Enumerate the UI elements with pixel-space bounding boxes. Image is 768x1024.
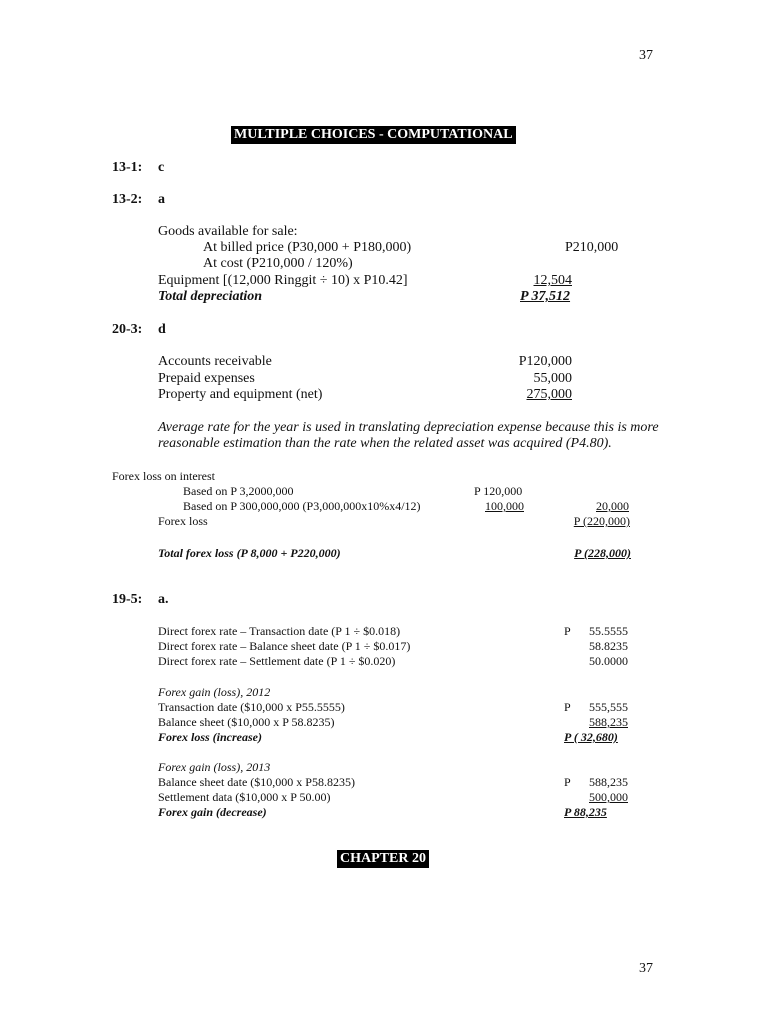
prepaid-expenses-label: Prepaid expenses — [158, 371, 255, 386]
forex-2013-heading: Forex gain (loss), 2013 — [158, 760, 271, 774]
total-depreciation-label: Total depreciation — [158, 289, 263, 304]
question-13-2-answer: a — [158, 192, 165, 207]
question-20-3-label: 20-3: — [112, 322, 143, 337]
forex-2012-line2-label: Balance sheet ($10,000 x P 58.8235) — [158, 715, 335, 729]
forex-2012-heading: Forex gain (loss), 2012 — [158, 685, 271, 699]
rate-transaction-prefix: P — [564, 624, 571, 638]
forex-2012-line1-value: 555,555 — [589, 700, 628, 714]
based2-diff: 20,000 — [596, 499, 629, 513]
forex-2013-line1-label: Balance sheet date ($10,000 x P58.8235) — [158, 775, 355, 789]
based2-label: Based on P 300,000,000 (P3,000,000x10%x4/12) — [183, 499, 421, 513]
page-number-bottom: 37 — [639, 961, 653, 976]
forex-loss-value: P (220,000) — [573, 514, 630, 528]
total-forex-loss-label: Total forex loss (P 8,000 + P220,000) — [158, 546, 341, 560]
total-forex-loss-value: P (228,000) — [574, 546, 631, 560]
property-equipment-value: 275,000 — [526, 387, 572, 402]
forex-2012-line1-label: Transaction date ($10,000 x P55.5555) — [158, 700, 345, 714]
accounts-receivable-value: P120,000 — [518, 354, 572, 369]
section-heading: MULTIPLE CHOICES - COMPUTATIONAL — [231, 126, 516, 144]
question-19-5-label: 19-5: — [112, 592, 143, 607]
equipment-label: Equipment [(12,000 Ringgit ÷ 10) x P10.42] — [158, 273, 408, 288]
rate-transaction-label: Direct forex rate – Transaction date (P 1 ÷ $0.018) — [158, 624, 401, 638]
rate-balance-sheet-label: Direct forex rate – Balance sheet date (P 1 ÷ $0.017) — [158, 639, 411, 653]
note-line-1: Average rate for the year is used in translating depreciation expense because this is more — [158, 420, 659, 435]
question-13-1-answer: c — [158, 160, 165, 175]
rate-transaction-value: 55.5555 — [589, 624, 628, 638]
forex-2012-line2-value: 588,235 — [589, 715, 628, 729]
property-equipment-label: Property and equipment (net) — [158, 387, 323, 402]
forex-2013-line1-value: 588,235 — [589, 775, 628, 789]
forex-2013-line2-value: 500,000 — [589, 790, 628, 804]
based2-value: 100,000 — [485, 499, 524, 513]
billed-price-value: P210,000 — [565, 240, 619, 255]
question-19-5-answer: a. — [158, 592, 169, 607]
page-number-top: 37 — [639, 48, 653, 63]
forex-2012-line1-prefix: P — [564, 700, 571, 714]
question-13-2-label: 13-2: — [112, 192, 143, 207]
forex-2013-line1-prefix: P — [564, 775, 571, 789]
forex-interest-heading: Forex loss on interest — [112, 469, 215, 483]
forex-2012-total-label: Forex loss (increase) — [158, 730, 262, 744]
rate-settlement-label: Direct forex rate – Settlement date (P 1 ÷ $0.020) — [158, 654, 396, 668]
forex-2013-line2-label: Settlement data ($10,000 x P 50.00) — [158, 790, 331, 804]
prepaid-expenses-value: 55,000 — [533, 371, 572, 386]
forex-2013-total-label: Forex gain (decrease) — [158, 805, 267, 819]
rate-balance-sheet-value: 58.8235 — [589, 639, 628, 653]
total-depreciation-value: P 37,512 — [520, 289, 571, 304]
chapter-heading: CHAPTER 20 — [337, 850, 429, 868]
accounts-receivable-label: Accounts receivable — [158, 354, 272, 369]
rate-settlement-value: 50.0000 — [589, 654, 628, 668]
question-13-1-label: 13-1: — [112, 160, 143, 175]
equipment-value: 12,504 — [533, 273, 572, 288]
based1-value: P 120,000 — [474, 484, 523, 498]
forex-2012-total-value: P ( 32,680) — [564, 730, 618, 744]
based1-label: Based on P 3,2000,000 — [183, 484, 294, 498]
note-line-2: reasonable estimation than the rate when the related asset was acquired (P4.80). — [158, 436, 612, 451]
goods-available-label: Goods available for sale: — [158, 224, 298, 239]
billed-price-label: At billed price (P30,000 + P180,000) — [203, 240, 412, 255]
forex-loss-label: Forex loss — [158, 514, 208, 528]
question-20-3-answer: d — [158, 322, 166, 337]
at-cost-label: At cost (P210,000 / 120%) — [203, 256, 353, 271]
forex-2013-total-value: P 88,235 — [564, 805, 607, 819]
